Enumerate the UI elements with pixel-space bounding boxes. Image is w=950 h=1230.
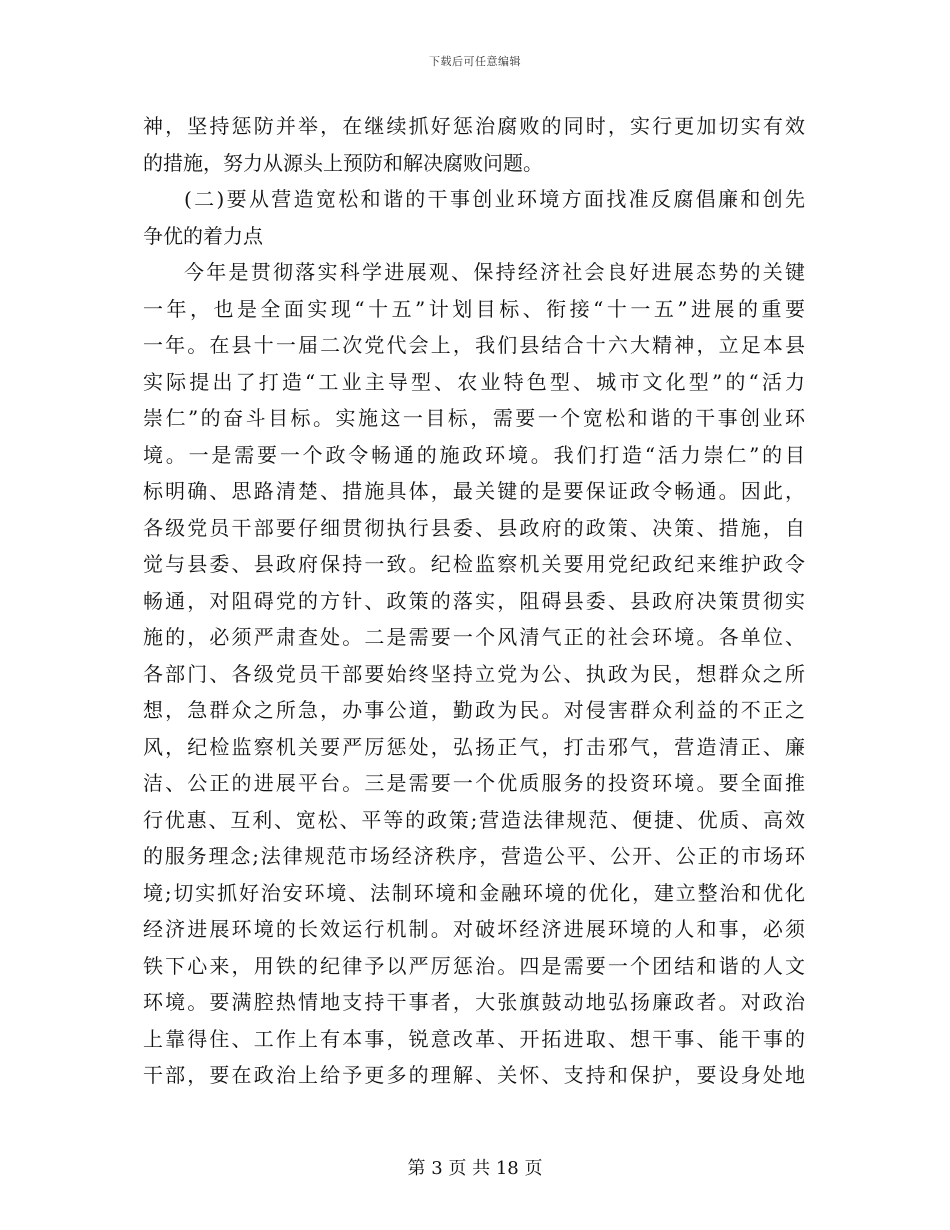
page-number-footer: 第 3 页 共 18 页	[407, 1158, 543, 1179]
paragraph-line: 风，纪检监察机关要严厉惩处，弘扬正气，打击邪气，营造清正、廉	[143, 734, 805, 759]
paragraph-line: 境;切实抓好治安环境、法制环境和金融环境的优化，建立整治和优化	[143, 880, 805, 905]
section-heading-line: (二)要从营造宽松和谐的干事创业环境方面找准反腐倡廉和创先	[184, 187, 805, 211]
section-heading-line: 争优的着力点	[143, 223, 263, 248]
paragraph-line: 觉与县委、县政府保持一致。纪检监察机关要用党纪政纪来维护政令	[143, 552, 805, 576]
paragraph-line: 行优惠、互利、宽松、平等的政策;营造法律规范、便捷、优质、高效	[143, 807, 805, 832]
page-header-note: 下载后可任意编辑	[429, 55, 521, 68]
paragraph-line: 干部，要在政治上给予更多的理解、关怀、支持和保护，要设身处地	[143, 1063, 805, 1087]
paragraph-line: 洁、公正的进展平台。三是需要一个优质服务的投资环境。要全面推	[143, 771, 805, 795]
paragraph-line: 今年是贯彻落实科学进展观、保持经济社会良好进展态势的关键	[184, 260, 805, 284]
paragraph-line: 畅通，对阻碍党的方针、政策的落实，阻碍县委、县政府决策贯彻实	[143, 588, 805, 613]
paragraph-line: 一年。在县十一届二次党代会上，我们县结合十六大精神，立足本县	[143, 333, 805, 357]
paragraph-line: 一年，也是全面实现“十五”计划目标、衔接“十一五”进展的重要	[143, 296, 805, 321]
paragraph-line: 各部门、各级党员干部要始终坚持立党为公、执政为民，想群众之所	[143, 661, 805, 686]
paragraph-line: 实际提出了打造“工业主导型、农业特色型、城市文化型”的“活力	[143, 369, 805, 394]
paragraph-line: 环境。要满腔热情地支持干事者，大张旗鼓动地弘扬廉政者。对政治	[143, 990, 805, 1014]
document-body	[143, 108, 805, 1094]
paragraph-line: 神，坚持惩防并举，在继续抓好惩治腐败的同时，实行更加切实有效	[143, 114, 805, 138]
paragraph-line: 的措施，努力从源头上预防和解决腐败问题。	[143, 150, 543, 175]
paragraph-line: 境。一是需要一个政令畅通的施政环境。我们打造“活力崇仁”的目	[143, 442, 805, 467]
paragraph-line: 想，急群众之所急，办事公道，勤政为民。对侵害群众利益的不正之	[143, 698, 805, 722]
paragraph-line: 铁下心来，用铁的纪律予以严厉惩治。四是需要一个团结和谐的人文	[143, 953, 805, 978]
paragraph-line: 标明确、思路清楚、措施具体，最关键的是要保证政令畅通。因此，	[143, 479, 805, 503]
paragraph-line: 施的，必须严肃查处。二是需要一个风清气正的社会环境。各单位、	[143, 625, 805, 649]
paragraph-line: 崇仁”的奋斗目标。实施这一目标，需要一个宽松和谐的干事创业环	[143, 406, 805, 430]
paragraph-line: 经济进展环境的长效运行机制。对破坏经济进展环境的人和事，必须	[143, 917, 805, 941]
paragraph-line: 上靠得住、工作上有本事，锐意改革、开拓进取、想干事、能干事的	[143, 1026, 805, 1051]
paragraph-line: 各级党员干部要仔细贯彻执行县委、县政府的政策、决策、措施，自	[143, 515, 805, 540]
paragraph-line: 的服务理念;法律规范市场经济秩序，营造公平、公开、公正的市场环	[143, 844, 805, 868]
